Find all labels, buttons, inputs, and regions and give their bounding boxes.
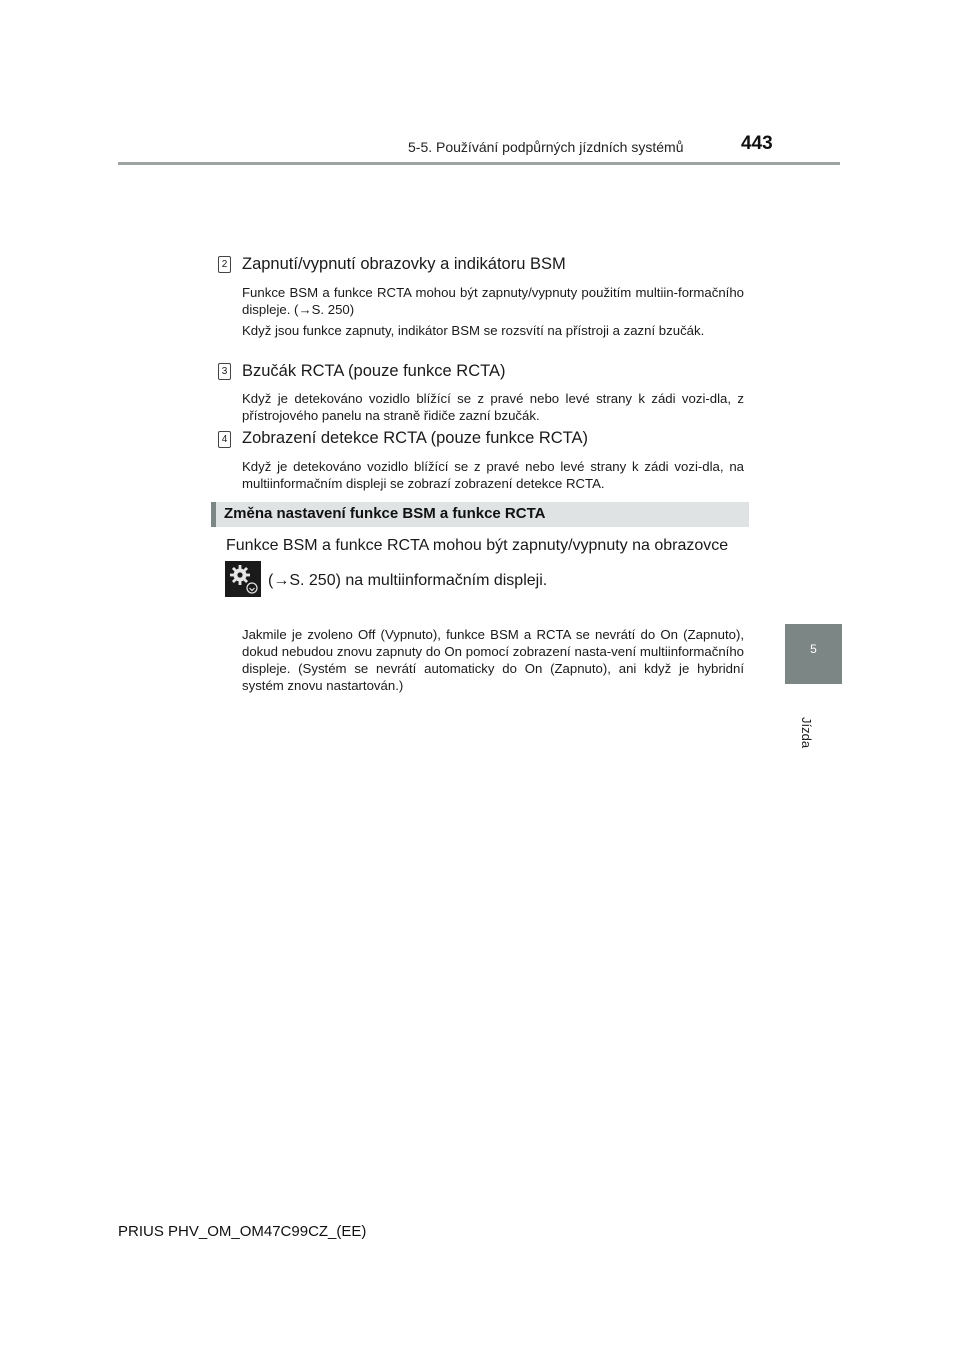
chapter-label: Jízda	[799, 717, 814, 749]
chapter-tab	[785, 624, 842, 684]
section-header-bar	[211, 502, 749, 527]
item-paragraph: Když je detekováno vozidlo blížící se z pravé nebo levé strany k zádi vozi-dla, z přístrojového panelu na straně řidiče zazní bzučák.	[242, 391, 744, 423]
item-paragraph: Když jsou funkce zapnuty, indikátor BSM se rozsvítí na přístroji a zazní bzučák.	[242, 323, 705, 338]
document-code: PRIUS PHV_OM_OM47C99CZ_(EE)	[118, 1223, 367, 1240]
section-intro-line: Funkce BSM a funkce RCTA mohou být zapnuty/vypnuty na obrazovce	[226, 537, 729, 554]
header-divider	[118, 162, 840, 165]
item-heading: Zapnutí/vypnutí obrazovky a indikátoru BSM	[242, 255, 566, 273]
chapter-tab-number: 5	[810, 642, 817, 656]
section-title: Změna nastavení funkce BSM a funkce RCTA	[224, 505, 546, 522]
item-heading: Bzučák RCTA (pouze funkce RCTA)	[242, 362, 506, 380]
item-marker: 3	[218, 363, 231, 380]
item-paragraph: Když je detekováno vozidlo blížící se z pravé nebo levé strany k zádi vozi-dla, na multiinformačním displeji se zobrazí zobrazení detekce RCTA.	[242, 459, 744, 491]
page-number: 443	[741, 133, 773, 154]
header-section-title: 5-5. Používání podpůrných jízdních systémů	[408, 139, 684, 155]
section-intro-line: (→S. 250) na multiinformačním displeji.	[268, 572, 548, 589]
item-paragraph: Funkce BSM a funkce RCTA mohou být zapnuty/vypnuty použitím multiin-formačního displeje. (→S. 250)	[242, 285, 744, 317]
settings-gear-icon	[225, 561, 261, 597]
item-marker: 4	[218, 431, 231, 448]
item-heading: Zobrazení detekce RCTA (pouze funkce RCTA)	[242, 429, 589, 447]
item-marker: 2	[218, 256, 231, 273]
section-note: Jakmile je zvoleno Off (Vypnuto), funkce BSM a RCTA se nevrátí do On (Zapnuto), dokud nebudou znovu zapnuty do On pomocí zobrazení nasta-vení multiinformačního displeje. (Systém se nevrátí automaticky do On (Zapnuto), ani když je hybridní systém znovu nastartován.)	[242, 627, 744, 693]
